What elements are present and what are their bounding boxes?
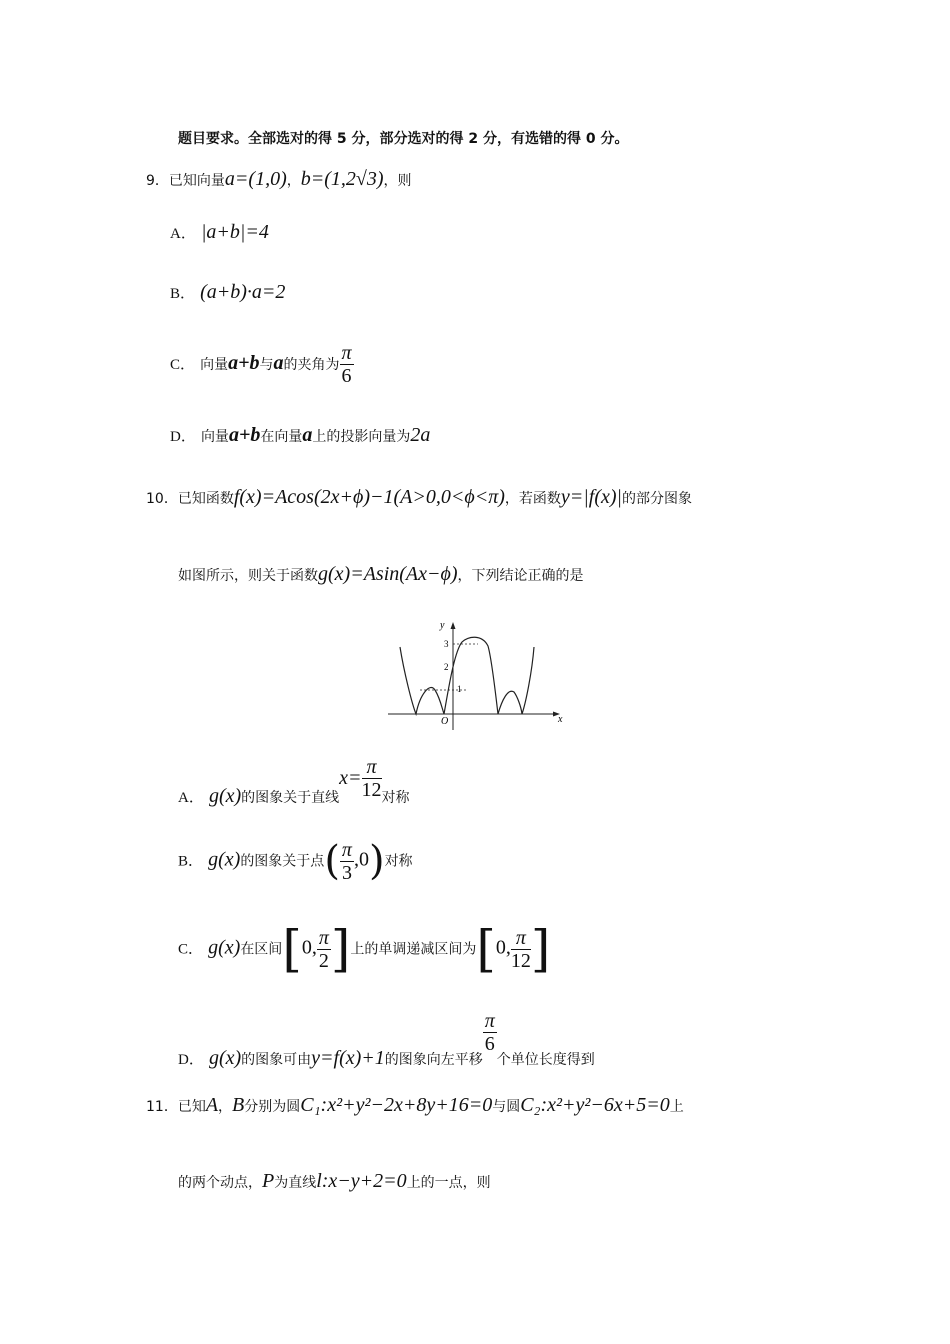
q11-line2-text-3: 上的一点，则 [406,1175,491,1191]
q9-option-c-text-3: 的夹角为 [283,357,340,373]
question-10-line-2 [178,563,584,586]
q10-option-a-label: A． [178,790,204,806]
q10-option-d-label: D． [178,1052,204,1068]
q10-option-a-text-1: 的图象关于直线 [241,790,340,806]
q9-option-d-math-2: a [302,424,313,446]
q9-option-d-math-1: a+b [228,424,261,446]
q10-option-c-close-bracket-2: ] [530,920,551,978]
question-9-stem [146,168,412,191]
q9-vector-a: a=(1,0) [224,168,287,190]
question-10-stem [146,486,692,509]
q9-option-c-math-1: a+b [228,352,260,374]
q10-option-a-frac-den: 12 [361,779,382,801]
q10-option-d-text-1: 的图象可由 [241,1052,312,1068]
q9-option-c-fraction [340,342,354,387]
q10-option-b-label: B． [178,853,204,870]
q9-number: 9． [146,173,169,189]
q9-option-c-label: C． [170,357,196,373]
q10-line2-text-1: 如图所示，则关于函数 [178,568,318,584]
q10-option-c-g: g(x) [208,936,241,959]
q11-text-2: 分别为圆 [244,1099,301,1115]
q10-option-d-expr: y=f(x)+1 [311,1047,385,1069]
q10-option-b [178,838,413,884]
q10-option-c-text-2: 上的单调递减区间为 [350,941,477,958]
q10-option-a-fraction [362,756,382,801]
q11-point-p: P [262,1170,275,1192]
q10-option-d-fraction [483,1010,497,1055]
q10-option-c-interval1-den: 2 [318,949,329,972]
q10-option-a [178,756,410,808]
q10-f-expr: f(x)=Acos(2x+ϕ)−1(A>0,0<ϕ<π) [233,486,505,508]
q9-option-c-text-2: 与 [259,357,274,373]
q10-option-b-open-paren: ( [324,838,340,884]
q10-g-expr: g(x)=Asin(Ax−ϕ) [318,563,458,585]
q10-option-c-close-bracket-1: ] [330,920,351,978]
q10-option-b-text-2: 对称 [384,853,413,870]
question-11-stem [146,1094,684,1117]
q10-option-b-frac-num: π [341,838,352,861]
q9-vector-b: b=(1,2√3) [300,168,384,190]
q10-option-c-interval2-den: 12 [510,949,531,972]
q9-option-b-expr: (a+b)·a=2 [200,281,286,303]
q10-option-b-close-paren: ) [368,838,385,884]
q10-option-d-frac-num: π [484,1010,495,1032]
q10-option-b-fraction [340,839,354,884]
question-11-line-2 [178,1170,491,1193]
scoring-note: 题目要求。全部选对的得 5 分，部分选对的得 2 分，有选错的得 0 分。 [178,131,629,147]
q10-option-c-label: C． [178,941,204,958]
q9-option-c-frac-num: π [341,342,352,364]
q10-option-d-text-3: 个单位长度得到 [496,1052,595,1068]
q9-separator: ， [286,173,301,189]
q9-option-c [170,342,354,387]
q10-figure-graph [384,612,570,732]
q10-line2-text-2: ，下列结论正确的是 [457,568,584,584]
q9-option-d [170,424,430,447]
q10-option-a-x: x= [339,767,362,789]
q9-text-end: ，则 [383,173,412,189]
q10-option-c-interval2-left: 0, [495,936,511,959]
q11-line-l: l:x−y+2=0 [316,1170,407,1192]
y-axis-label: y [440,620,445,631]
tick-label-2: 2 [444,662,449,672]
q10-option-a-text-2: 对称 [381,790,410,806]
q11-text-4: 上 [669,1099,684,1115]
q10-option-c-open-bracket-1: [ [282,920,302,978]
q9-option-d-label: D． [170,429,196,445]
q10-option-b-rest: ,0 [353,848,369,871]
x-axis-label: x [558,714,563,725]
q10-option-c-open-bracket-2: [ [476,920,496,978]
q9-option-b-label: B． [170,286,196,302]
q10-number: 10． [146,491,178,507]
abs-f-curve [400,637,534,714]
q9-text-1: 已知向量 [168,173,225,189]
q10-text-3: 的部分图象 [622,491,693,507]
q9-option-a [170,221,269,244]
q9-option-c-frac-den: 6 [341,365,352,387]
q10-option-c [178,920,550,978]
q9-option-d-text-2: 在向量 [260,429,303,445]
q9-option-c-text-1: 向量 [200,357,229,373]
q10-option-d [178,1010,595,1070]
tick-label-1: 1 [457,684,462,694]
q9-option-a-expr: |a+b|=4 [200,221,269,243]
q10-y-expr: y=|f(x)| [560,486,623,508]
q11-comma: ， [218,1099,233,1115]
q9-option-a-label: A． [170,226,196,242]
q10-text-2: ，若函数 [504,491,561,507]
q11-point-a: A [205,1094,219,1116]
y-axis-arrow [451,622,456,629]
q10-option-b-frac-den: 3 [341,861,352,884]
q10-option-a-g: g(x) [208,785,242,807]
q11-text-1: 已知 [177,1099,206,1115]
q10-option-c-interval1-fraction [317,927,331,972]
q10-text-1: 已知函数 [177,491,234,507]
q9-option-b [170,281,285,304]
q10-option-c-interval2-fraction [511,927,531,972]
q10-option-b-text-1: 的图象关于点 [240,853,325,870]
q11-circle-c1: C₁:x²+y²−2x+8y+16=0 [300,1094,493,1116]
q10-option-d-g: g(x) [208,1047,242,1069]
q10-option-c-interval2-num: π [511,927,531,950]
q11-circle-c2: C₂:x²+y²−6x+5=0 [520,1094,670,1116]
q11-line2-text-1: 的两个动点， [178,1175,262,1191]
q10-option-b-g: g(x) [208,848,241,871]
q10-option-d-text-2: 的图象向左平移 [384,1052,483,1068]
q9-option-c-math-2: a [273,352,284,374]
q11-number: 11． [146,1099,178,1115]
q9-option-d-text-1: 向量 [200,429,229,445]
q10-option-c-interval1-left: 0, [301,936,317,959]
q9-option-d-text-3: 上的投影向量为 [312,429,411,445]
q11-line2-text-2: 为直线 [274,1175,317,1191]
q10-option-c-interval1-num: π [318,926,329,949]
q10-option-d-frac-den: 6 [484,1033,495,1055]
q11-text-3: 与圆 [492,1099,521,1115]
tick-label-3: 3 [444,639,449,649]
origin-label: O [441,716,449,727]
q11-point-b: B [232,1094,245,1116]
q10-option-a-frac-num: π [362,756,382,779]
q9-option-d-math-3: 2a [410,424,431,446]
q10-option-c-text-1: 在区间 [240,941,283,958]
